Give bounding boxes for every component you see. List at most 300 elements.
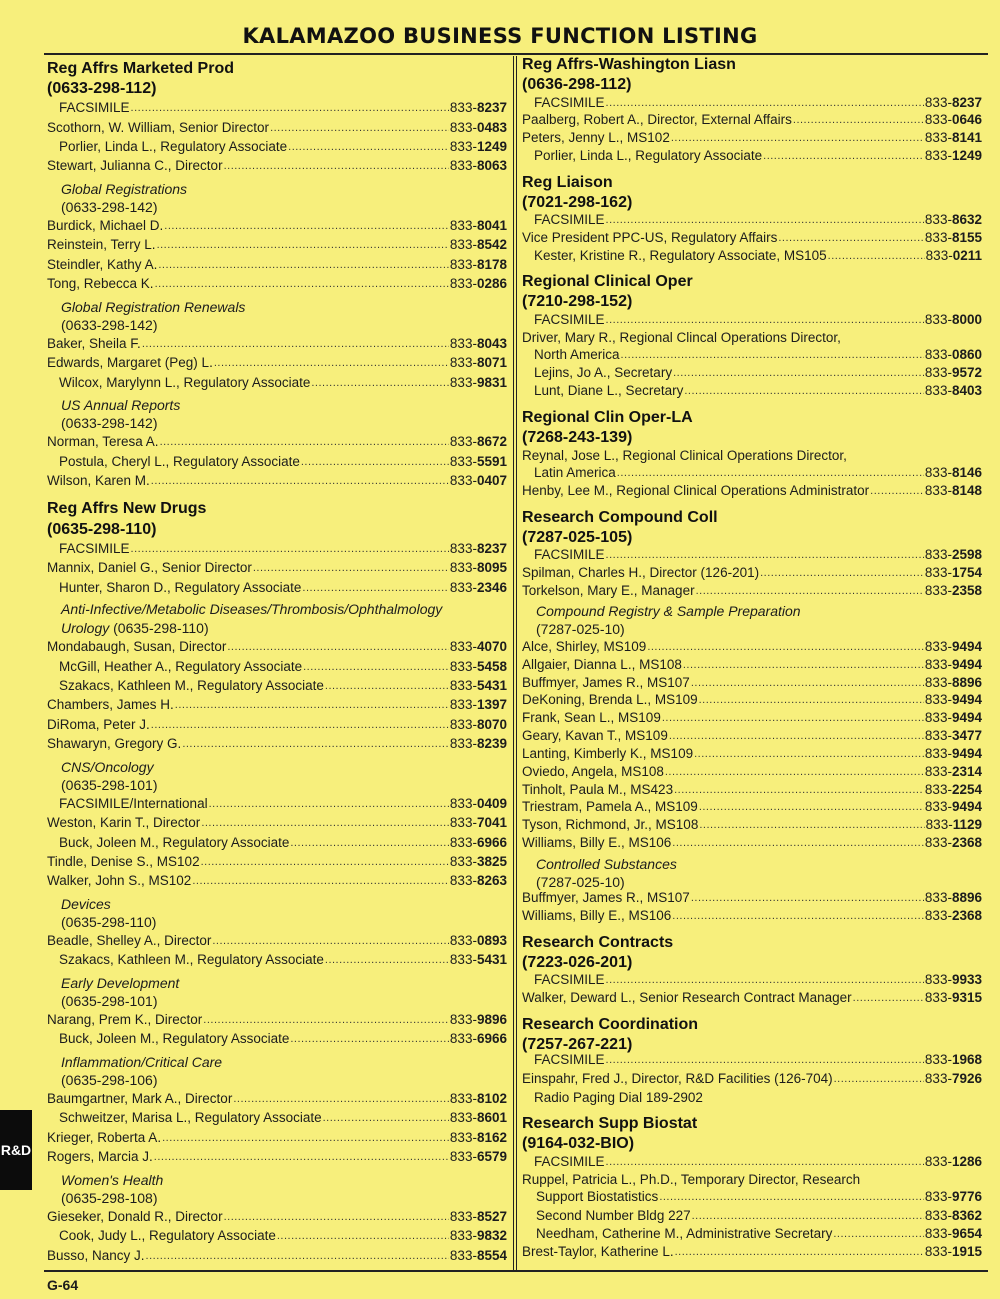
subsection-code: (7287-025-10) xyxy=(536,874,625,890)
subsection-heading: Global Registration Renewals xyxy=(61,299,246,315)
phone-prefix: 833- xyxy=(449,659,477,674)
dot-leader xyxy=(157,237,449,253)
phone-extension: 8601 xyxy=(476,1110,507,1125)
phone-extension: 1249 xyxy=(476,139,507,154)
phone-prefix: 833- xyxy=(449,639,477,654)
phone-number xyxy=(450,375,507,391)
dot-leader xyxy=(606,95,924,111)
department-heading: (9164-032-BIO) xyxy=(522,1135,635,1152)
phone-extension: 9494 xyxy=(951,799,982,814)
entry-name: Beadle, Shelley A., Director xyxy=(47,933,212,948)
dot-leader xyxy=(793,112,924,128)
entry-name: Chambers, James H. xyxy=(47,697,174,712)
subsection-code: (0633-298-142) xyxy=(61,199,158,215)
entry-name: FACSIMILE xyxy=(59,541,130,556)
directory-entry xyxy=(59,137,507,155)
phone-number xyxy=(450,1091,507,1107)
directory-entry xyxy=(59,833,507,851)
phone-extension: 8237 xyxy=(951,95,982,110)
dot-leader xyxy=(270,120,449,136)
phone-number xyxy=(450,736,507,752)
phone-prefix: 833- xyxy=(924,972,952,987)
entry-name: Tyson, Richmond, Jr., MS108 xyxy=(522,817,699,832)
directory-entry xyxy=(534,210,982,228)
dot-leader xyxy=(224,158,449,174)
phone-number xyxy=(450,1149,507,1165)
phone-prefix: 833- xyxy=(924,95,952,110)
phone-number xyxy=(925,95,982,111)
department-heading: Reg Affrs-Washington Liasn xyxy=(522,56,736,73)
entry-name: FACSIMILE xyxy=(534,547,605,562)
dot-leader xyxy=(870,483,924,499)
entry-name: DiRoma, Peter J. xyxy=(47,717,150,732)
phone-number xyxy=(450,697,507,713)
phone-prefix: 833- xyxy=(924,728,952,743)
dot-leader xyxy=(606,547,924,563)
dot-leader xyxy=(699,799,924,815)
phone-number xyxy=(450,257,507,273)
phone-extension: 0646 xyxy=(951,112,982,127)
dot-leader xyxy=(151,473,449,489)
phone-number xyxy=(926,248,982,264)
phone-number xyxy=(925,130,982,146)
phone-extension: 9896 xyxy=(476,1012,507,1027)
department-heading: Regional Clinical Oper xyxy=(522,273,693,290)
bottom-rule xyxy=(44,1270,988,1272)
phone-extension: 8403 xyxy=(951,383,982,398)
phone-number xyxy=(925,990,982,1006)
dot-leader xyxy=(621,347,924,363)
subsection-code: (0635-298-101) xyxy=(61,993,158,1009)
phone-extension: 8063 xyxy=(476,158,507,173)
phone-extension: 8146 xyxy=(951,465,982,480)
phone-extension: 7926 xyxy=(951,1071,982,1086)
entry-name: Szakacs, Kathleen M., Regulatory Associate xyxy=(59,952,324,967)
phone-number xyxy=(925,1208,982,1224)
directory-entry xyxy=(522,833,982,851)
directory-entry xyxy=(536,1224,982,1242)
entry-name: Tinholt, Paula M., MS423 xyxy=(522,782,674,797)
directory-entry xyxy=(536,1206,982,1224)
phone-prefix: 833- xyxy=(449,355,477,370)
phone-number xyxy=(450,218,507,234)
phone-extension: 2346 xyxy=(476,580,507,595)
phone-number xyxy=(450,100,507,116)
directory-entry xyxy=(47,1010,507,1028)
section-tab: R&D xyxy=(0,1110,32,1190)
phone-prefix: 833- xyxy=(924,112,952,127)
phone-prefix: 833- xyxy=(924,583,952,598)
department-heading: (0633-298-112) xyxy=(47,80,157,97)
entry-name: Narang, Prem K., Director xyxy=(47,1012,203,1027)
dot-leader xyxy=(175,697,449,713)
entry-name: Support Biostatistics xyxy=(536,1189,659,1204)
phone-prefix: 833- xyxy=(449,678,477,693)
phone-extension: 1249 xyxy=(951,148,982,163)
phone-number xyxy=(450,580,507,596)
phone-number xyxy=(925,112,982,128)
department-heading: (7223-026-201) xyxy=(522,954,633,971)
dot-leader xyxy=(212,933,449,949)
entry-name: Second Number Bldg 227 xyxy=(536,1208,691,1223)
phone-extension: 0893 xyxy=(476,933,507,948)
directory-entry xyxy=(534,310,982,328)
phone-prefix: 833- xyxy=(924,835,952,850)
phone-prefix: 833- xyxy=(924,639,952,654)
phone-extension: 0286 xyxy=(476,276,507,291)
dot-leader xyxy=(290,835,449,851)
phone-prefix: 833- xyxy=(924,782,952,797)
subsection-code: (7287-025-10) xyxy=(536,621,625,637)
entry-name: Allgaier, Dianna L., MS108 xyxy=(522,657,682,672)
phone-extension: 5431 xyxy=(476,952,507,967)
entry-name: Torkelson, Mary E., Manager xyxy=(522,583,695,598)
entry-continued-line xyxy=(522,446,982,464)
entry-name: Lunt, Diane L., Secretary xyxy=(534,383,684,398)
entry-name: Walker, Deward L., Senior Research Contract Manager xyxy=(522,990,852,1005)
entry-continued-line xyxy=(522,1170,982,1188)
dot-leader xyxy=(699,817,924,833)
phone-extension: 2358 xyxy=(951,583,982,598)
dot-leader xyxy=(290,1031,449,1047)
directory-entry xyxy=(47,1207,507,1225)
subsection-code: (0633-298-142) xyxy=(61,317,158,333)
phone-extension: 8041 xyxy=(476,218,507,233)
department-heading: Research Coordination xyxy=(522,1016,699,1033)
dot-leader xyxy=(763,148,924,164)
phone-number xyxy=(925,565,982,581)
entry-name: Alce, Shirley, MS109 xyxy=(522,639,647,654)
directory-entry xyxy=(534,345,982,363)
phone-prefix: 833- xyxy=(449,454,477,469)
directory-entry xyxy=(47,118,507,136)
phone-prefix: 833- xyxy=(924,990,952,1005)
entry-name: Buck, Joleen M., Regulatory Associate xyxy=(59,1031,290,1046)
dot-leader xyxy=(325,678,449,694)
phone-prefix: 833- xyxy=(924,365,952,380)
directory-entry xyxy=(534,93,982,111)
subsection-heading: Compound Registry & Sample Preparation xyxy=(536,603,801,619)
phone-number xyxy=(450,1130,507,1146)
phone-prefix: 833- xyxy=(924,1071,952,1086)
department-heading: (7021-298-162) xyxy=(522,194,633,211)
dot-leader xyxy=(311,375,449,391)
entry-name: Buck, Joleen M., Regulatory Associate xyxy=(59,835,290,850)
phone-prefix: 833- xyxy=(924,908,952,923)
department-heading: Research Compound Coll xyxy=(522,509,718,526)
entry-continued-line xyxy=(534,1088,982,1106)
phone-prefix: 833- xyxy=(924,692,952,707)
entry-name: FACSIMILE xyxy=(534,95,605,110)
phone-prefix: 833- xyxy=(924,148,952,163)
directory-entry xyxy=(47,558,507,576)
directory-entry xyxy=(522,726,982,744)
subsection-heading: Global Registrations xyxy=(61,181,188,197)
directory-entry xyxy=(522,690,982,708)
phone-prefix: 833- xyxy=(924,212,952,227)
entry-name: Rogers, Marcia J. xyxy=(47,1149,153,1164)
phone-prefix: 833- xyxy=(449,139,477,154)
phone-prefix: 833- xyxy=(449,541,477,556)
phone-prefix: 833- xyxy=(449,1248,477,1263)
phone-prefix: 833- xyxy=(449,473,477,488)
phone-number xyxy=(450,1248,507,1264)
phone-prefix: 833- xyxy=(449,835,477,850)
phone-prefix: 833- xyxy=(925,248,953,263)
phone-prefix: 833- xyxy=(449,100,477,115)
dot-leader xyxy=(182,736,449,752)
phone-number xyxy=(450,873,507,889)
phone-number xyxy=(450,473,507,489)
phone-extension: 2368 xyxy=(951,835,982,850)
entry-name: Lejins, Jo A., Secretary xyxy=(534,365,673,380)
dot-leader xyxy=(131,541,449,557)
dot-leader xyxy=(778,230,924,246)
phone-prefix: 833- xyxy=(449,1110,477,1125)
phone-number xyxy=(450,659,507,675)
subsection-code: (0633-298-142) xyxy=(61,415,158,431)
phone-extension: 9494 xyxy=(951,692,982,707)
directory-entry xyxy=(47,715,507,733)
phone-prefix: 833- xyxy=(449,434,477,449)
dot-leader xyxy=(672,908,924,924)
entry-name: Paalberg, Robert A., Director, External Affairs xyxy=(522,112,792,127)
phone-extension: 8141 xyxy=(951,130,982,145)
directory-entry xyxy=(47,1246,507,1264)
phone-extension: 8362 xyxy=(951,1208,982,1223)
phone-number xyxy=(450,1031,507,1047)
phone-number xyxy=(925,465,982,481)
entry-name: Norman, Teresa A. xyxy=(47,434,159,449)
entry-name: Lanting, Kimberly K., MS109 xyxy=(522,746,694,761)
directory-entry xyxy=(522,228,982,246)
phone-number xyxy=(925,312,982,328)
phone-extension: 8070 xyxy=(476,717,507,732)
phone-prefix: 833- xyxy=(449,933,477,948)
entry-name: Porlier, Linda L., Regulatory Associate xyxy=(534,148,763,163)
phone-extension: 0211 xyxy=(952,248,982,263)
phone-number xyxy=(450,336,507,352)
phone-extension: 8095 xyxy=(476,560,507,575)
entry-name: FACSIMILE/International xyxy=(59,796,208,811)
entry-name: FACSIMILE xyxy=(534,1154,605,1169)
phone-number xyxy=(925,675,982,691)
dot-leader xyxy=(606,1052,924,1068)
entry-name: Szakacs, Kathleen M., Regulatory Associate xyxy=(59,678,324,693)
phone-number xyxy=(450,541,507,557)
phone-prefix: 833- xyxy=(924,1226,952,1241)
entry-name: Buffmyer, James R., MS107 xyxy=(522,890,690,905)
directory-entry xyxy=(47,235,507,253)
dot-leader xyxy=(325,952,449,968)
entry-name: Vice President PPC-US, Regulatory Affairs xyxy=(522,230,778,245)
entry-name: Latin America xyxy=(534,465,616,480)
page-title: KALAMAZOO BUSINESS FUNCTION LISTING xyxy=(242,24,758,48)
dot-leader xyxy=(227,639,449,655)
phone-prefix: 833- xyxy=(449,1091,477,1106)
phone-extension: 6966 xyxy=(476,835,507,850)
directory-entry xyxy=(47,1089,507,1107)
directory-entry xyxy=(47,813,507,831)
phone-prefix: 833- xyxy=(449,717,477,732)
phone-prefix: 833- xyxy=(449,1149,477,1164)
phone-extension: 8896 xyxy=(951,675,982,690)
phone-prefix: 833- xyxy=(449,375,477,390)
subsection-heading: Controlled Substances xyxy=(536,856,677,872)
phone-number xyxy=(450,434,507,450)
directory-entry xyxy=(59,950,507,968)
dot-leader xyxy=(662,710,924,726)
phone-prefix: 833- xyxy=(924,1189,952,1204)
phone-prefix: 833- xyxy=(924,1208,952,1223)
dot-leader xyxy=(288,139,449,155)
phone-prefix: 833- xyxy=(449,697,477,712)
phone-extension: 1754 xyxy=(951,565,982,580)
phone-number xyxy=(450,815,507,831)
directory-entry xyxy=(522,888,982,906)
subsection-heading: Devices xyxy=(61,896,111,912)
directory-entry xyxy=(47,734,507,752)
dot-leader xyxy=(659,1189,924,1205)
phone-extension: 9494 xyxy=(951,746,982,761)
phone-prefix: 833- xyxy=(449,276,477,291)
phone-prefix: 833- xyxy=(449,218,477,233)
phone-number xyxy=(925,908,982,924)
phone-prefix: 833- xyxy=(924,1052,952,1067)
phone-extension: 5591 xyxy=(476,454,507,469)
department-heading: Reg Affrs New Drugs xyxy=(47,500,207,517)
phone-extension: 9315 xyxy=(951,990,982,1005)
dot-leader xyxy=(323,1110,449,1126)
phone-number xyxy=(925,1189,982,1205)
phone-extension: 2598 xyxy=(951,547,982,562)
directory-entry xyxy=(47,432,507,450)
phone-extension: 5458 xyxy=(476,659,507,674)
phone-extension: 8239 xyxy=(476,736,507,751)
phone-extension: 8000 xyxy=(951,312,982,327)
phone-number xyxy=(925,383,982,399)
subsection-heading: Anti-Infective/Metabolic Diseases/Thrombosis/Ophthalmology xyxy=(61,601,443,617)
phone-prefix: 833- xyxy=(924,483,952,498)
entry-name: Schweitzer, Marisa L., Regulatory Associate xyxy=(59,1110,322,1125)
phone-number xyxy=(925,212,982,228)
directory-entry xyxy=(522,581,982,599)
directory-entry xyxy=(47,334,507,352)
entry-name: Williams, Billy E., MS106 xyxy=(522,908,672,923)
phone-prefix: 833- xyxy=(924,547,952,562)
subsection-heading: CNS/Oncology xyxy=(61,759,154,775)
phone-number xyxy=(925,547,982,563)
dot-leader xyxy=(131,100,449,116)
department-heading: (7257-267-221) xyxy=(522,1036,633,1053)
phone-prefix: 833- xyxy=(924,383,952,398)
entry-name: Brest-Taylor, Katherine L. xyxy=(522,1244,674,1259)
entry-name: Krieger, Roberta A. xyxy=(47,1130,162,1145)
phone-prefix: 833- xyxy=(449,158,477,173)
directory-entry xyxy=(47,871,507,889)
directory-entry xyxy=(47,931,507,949)
entry-name: Gieseker, Donald R., Director xyxy=(47,1209,223,1224)
entry-name: North America xyxy=(534,347,620,362)
phone-extension: 8148 xyxy=(951,483,982,498)
phone-prefix: 833- xyxy=(924,764,952,779)
phone-extension: 9494 xyxy=(951,710,982,725)
phone-extension: 0860 xyxy=(951,347,982,362)
phone-number xyxy=(925,782,982,798)
page-number: G-64 xyxy=(47,1277,79,1293)
dot-leader xyxy=(160,434,449,450)
entry-name: Postula, Cheryl L., Regulatory Associate xyxy=(59,454,300,469)
entry-name: Driver, Mary R., Regional Clincal Operations Director, xyxy=(522,330,841,345)
phone-extension: 9831 xyxy=(476,375,507,390)
entry-name: Baker, Sheila F. xyxy=(47,336,141,351)
dot-leader xyxy=(617,465,924,481)
phone-number xyxy=(925,728,982,744)
dot-leader xyxy=(214,355,449,371)
subsection-heading: Early Development xyxy=(61,975,180,991)
phone-number xyxy=(450,678,507,694)
phone-extension: 2368 xyxy=(951,908,982,923)
directory-entry xyxy=(47,852,507,870)
phone-number xyxy=(450,1209,507,1225)
phone-prefix: 833- xyxy=(449,237,477,252)
entry-continued-line xyxy=(522,328,982,346)
directory-entry xyxy=(59,676,507,694)
phone-prefix: 833- xyxy=(924,1244,952,1259)
directory-entry xyxy=(522,988,982,1006)
dot-leader xyxy=(158,257,449,273)
phone-extension: 7041 xyxy=(476,815,507,830)
phone-number xyxy=(925,1052,982,1068)
phone-number xyxy=(925,1226,982,1242)
phone-number xyxy=(925,583,982,599)
subsection-code: (0635-298-110) xyxy=(61,914,157,930)
dot-leader xyxy=(142,336,449,352)
dot-leader xyxy=(760,565,924,581)
phone-number xyxy=(450,355,507,371)
department-heading: (0636-298-112) xyxy=(522,76,632,93)
phone-extension: 9572 xyxy=(951,365,982,380)
phone-extension: 1286 xyxy=(951,1154,982,1169)
directory-entry xyxy=(522,563,982,581)
phone-number xyxy=(450,158,507,174)
phone-extension: 8043 xyxy=(476,336,507,351)
phone-extension: 9654 xyxy=(951,1226,982,1241)
subsection-code: (0635-298-110) xyxy=(109,620,209,636)
dot-leader xyxy=(694,746,924,762)
dot-leader xyxy=(301,454,449,470)
dot-leader xyxy=(672,835,924,851)
entry-name: Henby, Lee M., Regional Clinical Operations Administrator xyxy=(522,483,870,498)
directory-entry xyxy=(59,373,507,391)
phone-extension: 0483 xyxy=(476,120,507,135)
directory-entry xyxy=(534,463,982,481)
directory-entry xyxy=(47,1147,507,1165)
entry-name: Kester, Kristine R., Regulatory Associate, MS105 xyxy=(534,248,827,263)
entry-name: FACSIMILE xyxy=(534,212,605,227)
phone-prefix: 833- xyxy=(449,1228,477,1243)
directory-entry xyxy=(534,146,982,164)
entry-name: Steindler, Kathy A. xyxy=(47,257,158,272)
dot-leader xyxy=(669,728,924,744)
dot-leader xyxy=(853,990,924,1006)
entry-name: Tindle, Denise S., MS102 xyxy=(47,854,200,869)
entry-name: Scothorn, W. William, Senior Director xyxy=(47,120,270,135)
entry-name: DeKoning, Brenda L., MS109 xyxy=(522,692,698,707)
phone-prefix: 833- xyxy=(924,710,952,725)
phone-number xyxy=(925,710,982,726)
dot-leader xyxy=(606,1154,924,1170)
